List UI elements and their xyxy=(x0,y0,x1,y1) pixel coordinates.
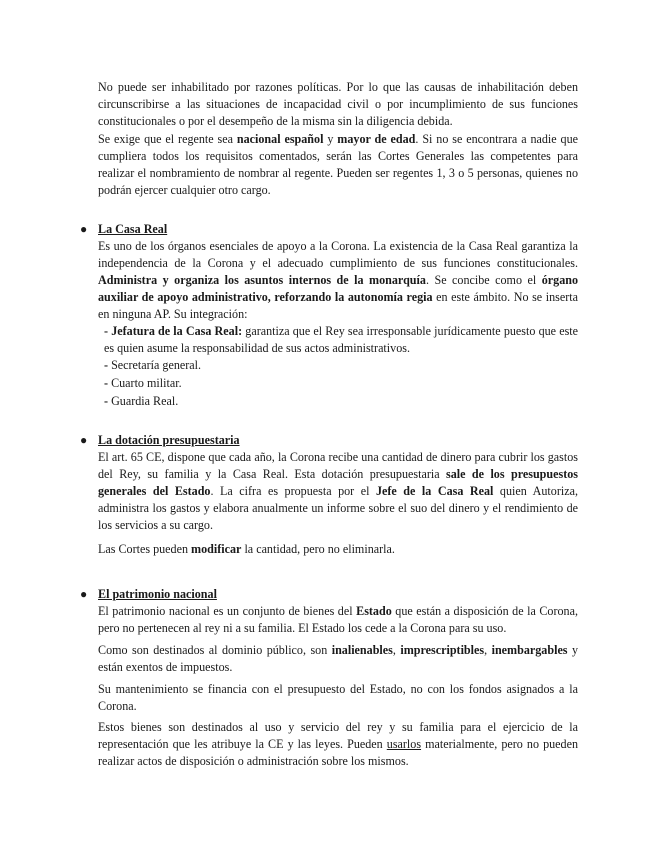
bullet-icon: ● xyxy=(80,433,88,447)
patrimonio-paragraph-2: Como son destinados al dominio público, son inalienables, imprescriptibles, inembargables y están exentos de impuestos. xyxy=(98,643,579,674)
dotacion-paragraph-2: Las Cortes pueden modificar la cantidad, pero no eliminarla. xyxy=(98,542,395,556)
section-heading-casa-real: La Casa Real xyxy=(98,222,168,236)
patrimonio-paragraph-3: Su mantenimiento se financia con el presupuesto del Estado, no con los fondos asignados a la Corona. xyxy=(98,682,578,713)
regente-paragraph-1: No puede ser inhabilitado por razones políticas. Por lo que las causas de inhabilitación deben circunscribirse a las situaciones de incapacidad civil o por incumplimiento de sus funciones constitucionales o por el desempeño de la misma sin la diligencia debida. xyxy=(98,80,578,128)
list-item: - Guardia Real. xyxy=(104,394,179,408)
bullet-icon: ● xyxy=(80,222,88,236)
section-heading-patrimonio: El patrimonio nacional xyxy=(98,587,217,601)
casa-real-paragraph-1: Es uno de los órganos esenciales de apoyo a la Corona. La existencia de la Casa Real garantiza la independencia de la Corona y el adecuado cumplimiento de sus funciones constitucionales. Administra y organiza los asuntos internos de la monarquía. Se concibe como el órgano auxiliar de apoyo administrativo, reforzando la autonomía regia en este ámbito. No se inserta en ninguna AP. Su integración: xyxy=(98,239,579,321)
patrimonio-paragraph-1: El patrimonio nacional es un conjunto de bienes del Estado que están a disposición de la Corona, pero no pertenecen al rey ni a su familia. El Estado los cede a la Corona para su uso. xyxy=(98,604,578,635)
list-item: - Jefatura de la Casa Real: garantiza que el Rey sea irresponsable jurídicamente puesto que este es quien asume la responsabilidad de sus actos administrativos. xyxy=(104,324,578,355)
bullet-icon: ● xyxy=(80,587,88,601)
list-item: - Cuarto militar. xyxy=(104,376,182,390)
regente-paragraph-2: Se exige que el regente sea nacional español y mayor de edad. Si no se encontrara a nadie que cumpliera todos los requisitos comentados, serán las Cortes Generales las competentes para realizar el nombramiento de nombrar al regente. Pueden ser regentes 1, 3 o 5 personas, quienes no podrán ejercer cualquier otro cargo. xyxy=(98,132,578,197)
section-heading-dotacion: La dotación presupuestaria xyxy=(98,433,240,447)
list-item: - Secretaría general. xyxy=(104,358,202,372)
dotacion-paragraph-1: El art. 65 CE, dispone que cada año, la Corona recibe una cantidad de dinero para cubrir los gastos del Rey, su familia y la Casa Real. Esta dotación presupuestaria sale de los presupuestos generales del Estado. La cifra es propuesta por el Jefe de la Casa Real quien Autoriza, administra los gastos y elabora anualmente un informe sobre el suo del dinero y el rendimiento de los servicios a su cargo. xyxy=(98,450,578,532)
patrimonio-paragraph-4: Estos bienes son destinados al uso y servicio del rey y su familia para el ejercicio de la representación que les atribuye la CE y las leyes. Pueden usarlos materialmente, pero no pueden realizar actos de disposición o administración sobre los mismos. xyxy=(98,720,578,768)
